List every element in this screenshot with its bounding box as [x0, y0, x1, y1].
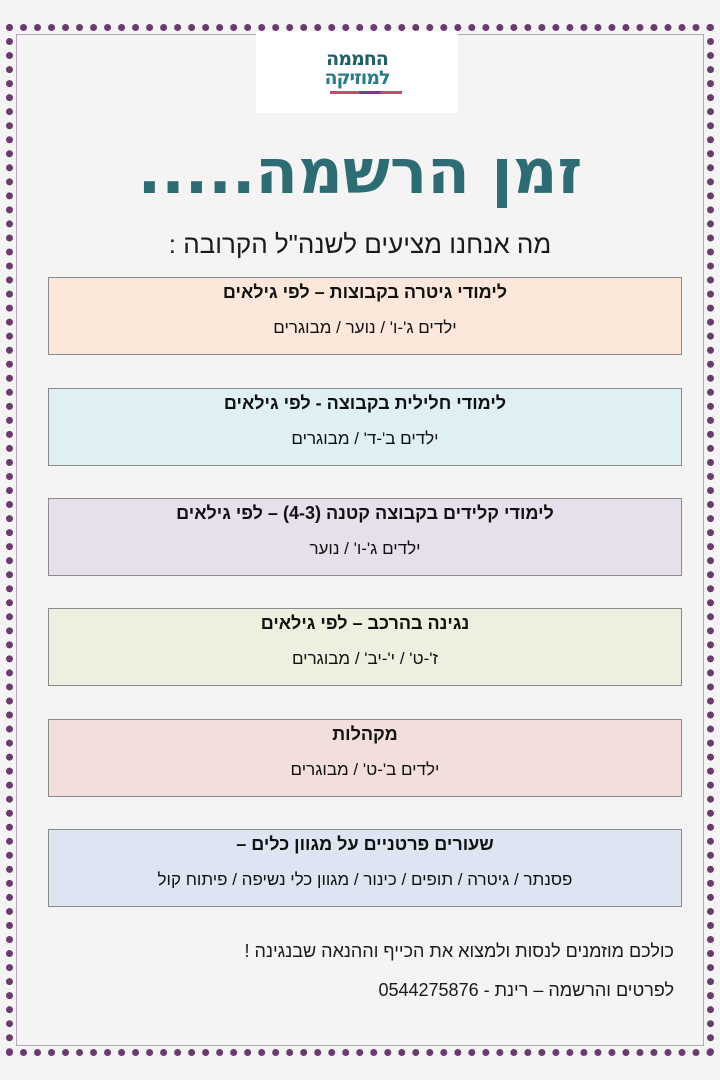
course-title: נגינה בהרכב – לפי גילאים	[260, 613, 470, 633]
course-title: שעורים פרטניים על מגוון כלים –	[236, 834, 494, 854]
course-title: לימודי חלילית בקבוצה - לפי גילאים	[223, 393, 507, 413]
logo	[256, 31, 458, 113]
page-subtitle: מה אנחנו מציעים לשנה"ל הקרובה :	[168, 229, 552, 259]
course-audience: פסנתר / גיטרה / תופים / כינור / מגוון כלי נשיפה / פיתוח קול	[157, 870, 573, 889]
invitation-text: כולכם מוזמנים לנסות ולמצוא את הכייף וההנאה שבנגינה !	[244, 941, 674, 961]
logo-line-2: למוזיקה	[324, 67, 390, 89]
course-box-choirs	[48, 719, 682, 797]
logo-underline	[330, 91, 402, 94]
course-audience: ילדים ב'-ט' / מבוגרים	[290, 760, 440, 779]
contact-info: לפרטים והרשמה – רינת - 0544275876	[378, 980, 674, 1000]
course-box-private-lessons	[48, 829, 682, 907]
course-audience: ילדים ב'-ד' / מבוגרים	[291, 429, 439, 448]
course-audience: ילדים ג'-ו' / נוער / מבוגרים	[273, 318, 457, 337]
course-box-recorder	[48, 388, 682, 466]
page-title: זמן הרשמה.....	[137, 135, 583, 208]
course-audience: ילדים ג'-ו' / נוער	[309, 539, 421, 558]
course-box-keyboard	[48, 498, 682, 576]
course-title: לימודי קלידים בקבוצה קטנה (4-3) – לפי גילאים	[176, 503, 554, 523]
course-box-ensemble	[48, 608, 682, 686]
course-box-guitar	[48, 277, 682, 355]
course-audience: ז'-ט' / י'-יב' / מבוגרים	[291, 649, 439, 668]
course-title: לימודי גיטרה בקבוצות – לפי גילאים	[222, 282, 508, 302]
logo-line-1: החממה	[326, 48, 388, 70]
course-title: מקהלות	[332, 724, 398, 744]
